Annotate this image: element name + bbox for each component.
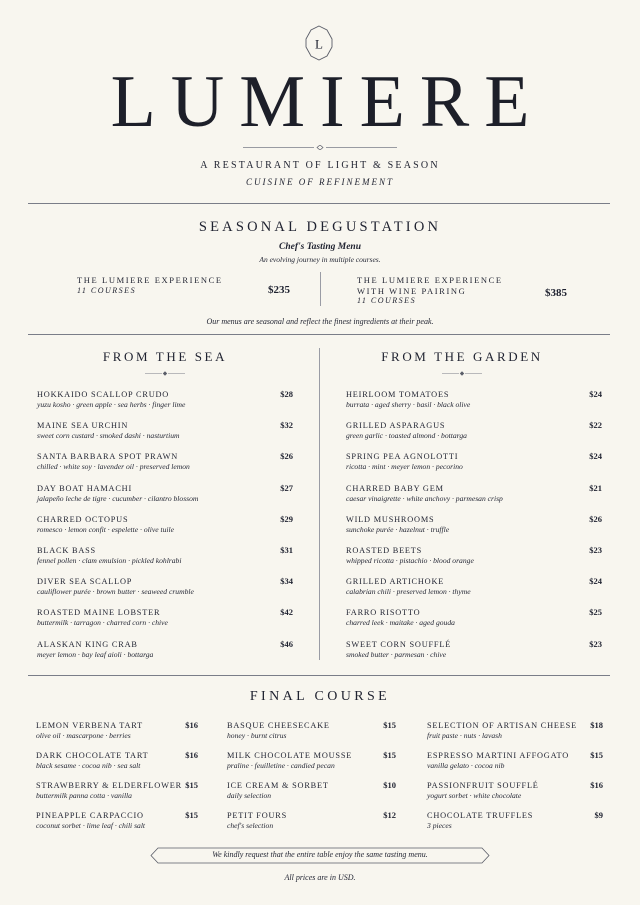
menu-item-price: $15 <box>383 720 396 730</box>
menu-item-price: $9 <box>594 810 603 820</box>
vertical-divider <box>320 272 321 306</box>
menu-item-name: ROASTED MAINE LOBSTER <box>37 608 161 618</box>
menu-item-description: vanilla gelato · cocoa nib <box>427 761 505 770</box>
monogram-crest-icon <box>305 25 333 61</box>
menu-item-name: CHARRED OCTOPUS <box>37 514 129 524</box>
menu-item-price: $26 <box>280 451 293 462</box>
menu-item-price: $15 <box>383 750 396 760</box>
menu-item-name: DIVER SEA SCALLOP <box>37 577 133 587</box>
menu-item-description: romesco · lemon confit · espelette · olive tuile <box>37 524 174 534</box>
degustation-title: SEASONAL DEGUSTATION <box>198 219 442 235</box>
tasting-option-name-line2: WITH WINE PAIRING <box>357 285 467 296</box>
menu-item-name: SANTA BARBARA SPOT PRAWN <box>37 452 179 462</box>
menu-item-name: STRAWBERRY & ELDERFLOWER <box>36 781 182 790</box>
menu-item <box>36 780 198 801</box>
menu-item-name: BLACK BASS <box>37 546 96 555</box>
tasting-option-wine-pairing <box>357 275 527 307</box>
menu-item-description: smoked butter · parmesan · chive <box>346 649 447 659</box>
tasting-option-price: $235 <box>268 284 290 296</box>
menu-item <box>346 545 602 566</box>
menu-item-description: caesar vinaigrette · white anchovy · parmesan crisp <box>346 493 503 503</box>
degustation-subtitle: Chef's Tasting Menu <box>278 242 361 252</box>
menu-item <box>427 810 603 831</box>
menu-item-name: ESPRESSO MARTINI AFFOGATO <box>427 751 569 760</box>
menu-item-description: olive oil · mascarpone · berries <box>36 731 131 740</box>
menu-item-name: CHOCOLATE TRUFFLES <box>427 811 534 820</box>
menu-item <box>346 389 602 410</box>
menu-item <box>346 451 602 472</box>
menu-item-name: ROASTED BEETS <box>346 546 423 555</box>
menu-item <box>346 514 602 535</box>
menu-item <box>227 780 396 801</box>
menu-item-description: buttermilk · tarragon · charred corn · chive <box>37 618 168 628</box>
menu-item-description: charred leek · maitake · aged gouda <box>346 618 455 628</box>
menu-item-price: $16 <box>590 780 603 790</box>
sub-tagline: CUISINE OF REFINEMENT <box>246 177 394 187</box>
menu-item-price: $28 <box>280 389 293 399</box>
menu-item <box>346 576 602 597</box>
menu-item <box>37 420 293 441</box>
menu-item-name: HOKKAIDO SCALLOP CRUDO <box>37 390 170 399</box>
table-request-banner <box>150 847 490 864</box>
menu-item <box>37 545 293 566</box>
menu-item-name: SPRING PEA AGNOLOTTI <box>346 452 459 462</box>
menu-item-description: cauliflower purée · brown butter · seaweed crumble <box>37 587 194 597</box>
menu-item-description: burrata · aged sherry · basil · black olive <box>346 400 471 409</box>
menu-item-price: $22 <box>589 420 602 431</box>
menu-item <box>37 389 293 410</box>
menu-item-name: HEIRLOOM TOMATOES <box>346 390 450 399</box>
menu-item-description: black sesame · cocoa nib · sea salt <box>36 761 141 770</box>
degustation-description: An evolving journey in multiple courses. <box>259 255 381 264</box>
menu-item-name: ALASKAN KING CRAB <box>37 639 138 649</box>
tasting-option-courses: 11 COURSES <box>357 296 417 305</box>
menu-item-name: LEMON VERBENA TART <box>36 721 143 730</box>
menu-item-name: CHARRED BABY GEM <box>346 483 444 493</box>
menu-item-description: buttermilk panna cotta · vanilla <box>36 791 132 800</box>
menu-item-price: $25 <box>589 607 602 618</box>
menu-item-description: 3 pieces <box>427 821 452 830</box>
menu-item-name: MAINE SEA URCHIN <box>37 421 129 431</box>
menu-item-description: sweet corn custard · smoked dashi · nasturtium <box>37 431 180 441</box>
menu-item-description: yogurt sorbet · white chocolate <box>427 791 522 800</box>
diamond-ornament-icon <box>243 145 397 150</box>
menu-item <box>227 720 396 741</box>
menu-item-name: DARK CHOCOLATE TART <box>36 751 149 760</box>
divider <box>28 203 610 204</box>
tasting-option-standard <box>77 275 247 296</box>
menu-item-name: SELECTION OF ARTISAN CHEESE <box>427 721 577 730</box>
menu-item-description: coconut sorbet · lime leaf · chili salt <box>36 821 146 830</box>
menu-item <box>37 639 293 660</box>
menu-item-price: $24 <box>589 576 602 587</box>
menu-item <box>36 810 198 831</box>
menu-item-description: calabrian chili · preserved lemon · thyme <box>346 587 471 597</box>
menu-item-price: $42 <box>280 607 293 618</box>
menu-item-price: $21 <box>589 482 602 493</box>
tasting-option-price: $385 <box>545 287 567 299</box>
menu-item-name: DAY BOAT HAMACHI <box>37 483 133 493</box>
menu-item <box>427 780 603 801</box>
menu-item-description: yuzu kosho · green apple · sea herbs · finger lime <box>37 400 186 409</box>
menu-item-price: $31 <box>280 545 293 555</box>
menu-item-description: meyer lemon · bay leaf aioli · bottarga <box>37 649 154 659</box>
menu-item-description: green garlic · toasted almond · bottarga <box>346 431 467 441</box>
menu-item <box>37 607 293 628</box>
menu-item-price: $15 <box>185 780 198 790</box>
menu-item <box>37 576 293 597</box>
menu-item-price: $29 <box>280 513 293 524</box>
menu-item <box>227 750 396 771</box>
menu-item-price: $32 <box>280 420 293 431</box>
menu-item-price: $24 <box>589 389 602 399</box>
menu-item-name: PETIT FOURS <box>227 811 288 820</box>
menu-item <box>427 720 603 741</box>
final-course-title: FINAL COURSE <box>249 689 391 704</box>
menu-item <box>36 750 198 771</box>
diamond-ornament-icon <box>145 371 185 376</box>
table-request-note: We kindly request that the entire table enjoy the same tasting menu. <box>212 850 428 859</box>
currency-note: All prices are in USD. <box>284 873 356 882</box>
menu-item-name: PINEAPPLE CARPACCIO <box>36 811 144 820</box>
menu-item-description: fennel pollen · clam emulsion · pickled kohlrabi <box>37 556 182 565</box>
menu-item-price: $46 <box>280 638 293 649</box>
menu-item-description: jalapeño leche de tigre · cucumber · cilantro blossom <box>37 493 199 503</box>
menu-item <box>37 483 293 504</box>
menu-item-description: honey · burnt citrus <box>227 731 287 740</box>
seasonal-note: Our menus are seasonal and reflect the finest ingredients at their peak. <box>206 317 434 326</box>
menu-item-price: $12 <box>383 810 396 820</box>
diamond-ornament-icon <box>442 371 482 376</box>
vertical-divider <box>319 348 320 660</box>
menu-item-description: praline · feuilletine · candied pecan <box>227 761 335 770</box>
menu-item <box>427 750 603 771</box>
menu-item <box>346 607 602 628</box>
menu-item <box>36 720 198 741</box>
tasting-option-name: THE LUMIERE EXPERIENCE <box>77 275 223 285</box>
menu-item-price: $16 <box>185 720 198 730</box>
menu-item-name: FARRO RISOTTO <box>346 608 421 618</box>
section-title-garden: FROM THE GARDEN <box>381 349 543 364</box>
menu-item-price: $15 <box>590 750 603 760</box>
menu-item-price: $18 <box>590 720 603 730</box>
menu-item-price: $26 <box>589 513 602 524</box>
menu-item-description: ricotta · mint · meyer lemon · pecorino <box>346 462 463 472</box>
menu-item-description: chef's selection <box>227 821 274 830</box>
menu-item-price: $24 <box>589 451 602 462</box>
menu-item-description: fruit paste · nuts · lavash <box>427 731 502 740</box>
menu-item <box>37 514 293 535</box>
menu-item <box>37 451 293 472</box>
menu-item <box>346 483 602 504</box>
menu-item-description: sunchoke purée · hazelnut · truffle <box>346 524 450 534</box>
restaurant-name: LUMIERE <box>110 61 545 143</box>
menu-item-price: $23 <box>589 545 602 555</box>
menu-item-price: $27 <box>280 482 293 493</box>
menu-item-description: daily selection <box>227 791 272 800</box>
menu-item-name: PASSIONFRUIT SOUFFLÉ <box>427 781 539 790</box>
menu-item-price: $10 <box>383 780 396 790</box>
tasting-option-name-line1: THE LUMIERE EXPERIENCE <box>357 275 503 285</box>
menu-item-description: whipped ricotta · pistachio · blood orange <box>346 556 474 565</box>
menu-item-price: $16 <box>185 750 198 760</box>
divider <box>28 675 610 676</box>
menu-item <box>346 420 602 441</box>
menu-item-name: GRILLED ARTICHOKE <box>346 577 445 587</box>
menu-item-name: MILK CHOCOLATE MOUSSE <box>227 751 353 760</box>
menu-item-name: ICE CREAM & SORBET <box>227 781 329 790</box>
menu-item-price: $34 <box>280 576 293 587</box>
menu-item <box>227 810 396 831</box>
menu-item-description: chilled · white soy · lavender oil · preserved lemon <box>37 462 190 472</box>
tasting-option-courses: 11 COURSES <box>77 285 137 295</box>
menu-item-price: $23 <box>589 638 602 649</box>
menu-item-name: GRILLED ASPARAGUS <box>346 421 446 431</box>
section-title-sea: FROM THE SEA <box>102 349 228 364</box>
menu-item <box>346 639 602 660</box>
divider <box>28 334 610 335</box>
monogram-letter: L <box>315 36 323 52</box>
menu-item-name: SWEET CORN SOUFFLÉ <box>346 639 452 649</box>
menu-item-name: WILD MUSHROOMS <box>346 514 435 524</box>
tagline: A RESTAURANT OF LIGHT & SEASON <box>200 160 440 171</box>
menu-item-name: BASQUE CHEESECAKE <box>227 721 330 730</box>
menu-item-price: $15 <box>185 810 198 820</box>
